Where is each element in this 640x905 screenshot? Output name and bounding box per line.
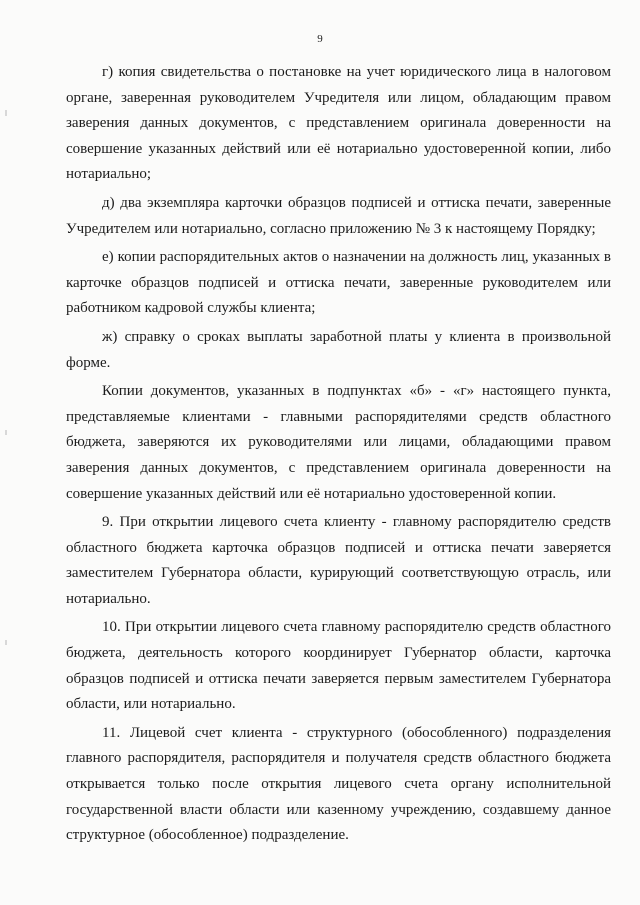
paragraph-clause-11: 11. Лицевой счет клиента - структурного (обособленного) подразделения главного распорядителя, распорядителя и получателя средств областного бюджета открывается только после открытия лицевого счета органу исполнительной государственной власти области или казенному учреждению, создавшему данное структурное (обособленное) подразделение.	[66, 724, 611, 844]
scan-edge-mark	[5, 110, 7, 116]
paragraph-item-e: е) копии распорядительных актов о назначении на должность лиц, указанных в карточке образцов подписей и оттиска печати, заверенные руководителем или работником кадровой службы клиента;	[66, 249, 611, 317]
paragraph-clause-10: 10. При открытии лицевого счета главному распорядителю средств областного бюджета, деятельность которого координирует Губернатор области, карточка образцов подписей и оттиска печати заверяется первым заместителем Губернатора области, или нотариально.	[66, 619, 611, 713]
scan-edge-mark	[5, 430, 7, 435]
page-number: 9	[317, 33, 323, 45]
document-body	[66, 60, 611, 849]
paragraph-copies-note: Копии документов, указанных в подпунктах «б» - «г» настоящего пункта, представляемые клиентами - главными распорядителями средств областного бюджета, заверяются их руководителями или лицами, обладающими правом заверения данных документов, с представлением оригинала доверенности на совершение указанных действий или её нотариально удостоверенной копии.	[66, 383, 611, 502]
paragraph-item-d: д) два экземпляра карточки образцов подписей и оттиска печати, заверенные Учредителем или нотариально, согласно приложению № 3 к настоящему Порядку;	[66, 194, 611, 237]
paragraph-clause-9: 9. При открытии лицевого счета клиенту - главному распорядителю средств областного бюджета карточка образцов подписей и оттиска печати заверяется заместителем Губернатора области, курирующий соответствующую отрасль, или нотариально.	[66, 514, 611, 607]
paragraph-item-zh: ж) справку о сроках выплаты заработной платы у клиента в произвольной форме.	[66, 328, 611, 371]
scan-edge-mark	[5, 640, 7, 645]
paragraph-item-g: г) копия свидетельства о постановке на учет юридического лица в налоговом органе, заверенная руководителем Учредителя или лицом, обладающим правом заверения данных документов, с представлением оригинала доверенности на совершение указанных действий или её нотариально удостоверенной копии, либо нотариально;	[66, 64, 611, 183]
